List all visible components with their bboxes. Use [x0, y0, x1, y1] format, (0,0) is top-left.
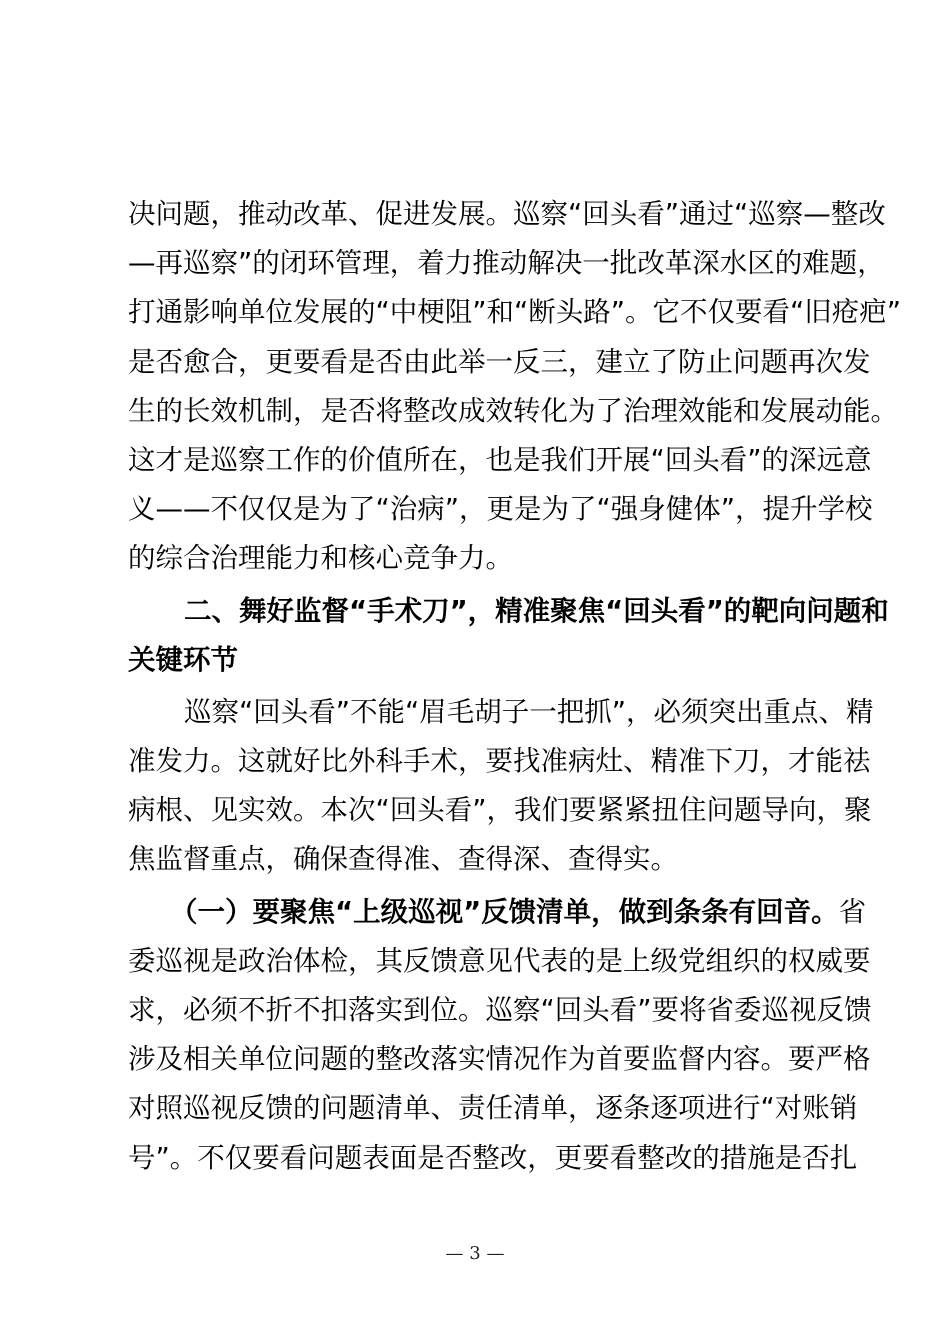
- text-line: 委巡视是政治体检，其反馈意见代表的是上级党组织的权威要: [128, 944, 871, 977]
- paragraph-2: [128, 688, 874, 885]
- heading-line: 二、舞好监督“手术刀”，精准聚焦“回头看”的靶向问题和: [184, 594, 889, 627]
- text-line: [128, 888, 867, 937]
- text-line: 的综合治理能力和核心竞争力。: [128, 542, 513, 575]
- text-line: 生的长效机制，是否将整改成效转化为了治理效能和发展动能。: [128, 394, 898, 427]
- text-line: 这才是巡察工作的价值所在，也是我们开展“回头看”的深远意: [128, 443, 872, 476]
- text-line: 对照巡视反馈的问题清单、责任清单，逐条逐项进行“对账销: [128, 1092, 858, 1125]
- page-number: — 3 —: [445, 1243, 505, 1264]
- heading-line: 关键环节: [128, 643, 238, 676]
- text-line: 准发力。这就好比外科手术，要找准病灶、精准下刀，才能祛: [128, 745, 871, 778]
- text-line: 病根、见实效。本次“回头看”，我们要紧紧扭住问题导向，聚: [128, 794, 872, 827]
- text-line: —再巡察”的闭环管理，着力推动解决一批改革深水区的难题，: [128, 247, 885, 280]
- document-body: [128, 190, 901, 1183]
- subheading-lead: （一）要聚焦“上级巡视”反馈清单，做到条条有回音。: [170, 895, 839, 928]
- text-run: 省: [838, 895, 867, 928]
- text-line: 焦监督重点，确保查得准、查得深、查得实。: [128, 843, 678, 876]
- text-line: 决问题，推动改革、促进发展。巡察“回头看”通过“巡察—整改: [128, 198, 886, 230]
- text-line: 是否愈合，更要看是否由此举一反三，建立了防止问题再次发: [128, 345, 871, 378]
- paragraph-3: [128, 888, 872, 1183]
- text-line: 打通影响单位发展的“中梗阻”和“断头路”。它不仅要看“旧疮疤”: [128, 296, 901, 329]
- text-line: 涉及相关单位问题的整改落实情况作为首要监督内容。要严格: [128, 1043, 871, 1076]
- text-line: 求，必须不折不扣落实到位。巡察“回头看”要将省委巡视反馈: [128, 994, 872, 1026]
- section-heading: [128, 587, 889, 685]
- text-line: 号”。不仅要看问题表面是否整改，更要看整改的措施是否扎: [128, 1141, 858, 1174]
- text-line: 巡察“回头看”不能“眉毛胡子一把抓”，必须突出重点、精: [184, 695, 874, 728]
- paragraph-1: [128, 190, 901, 584]
- text-line: 义——不仅仅是为了“治病”，更是为了“强身健体”，提升学校: [128, 493, 873, 526]
